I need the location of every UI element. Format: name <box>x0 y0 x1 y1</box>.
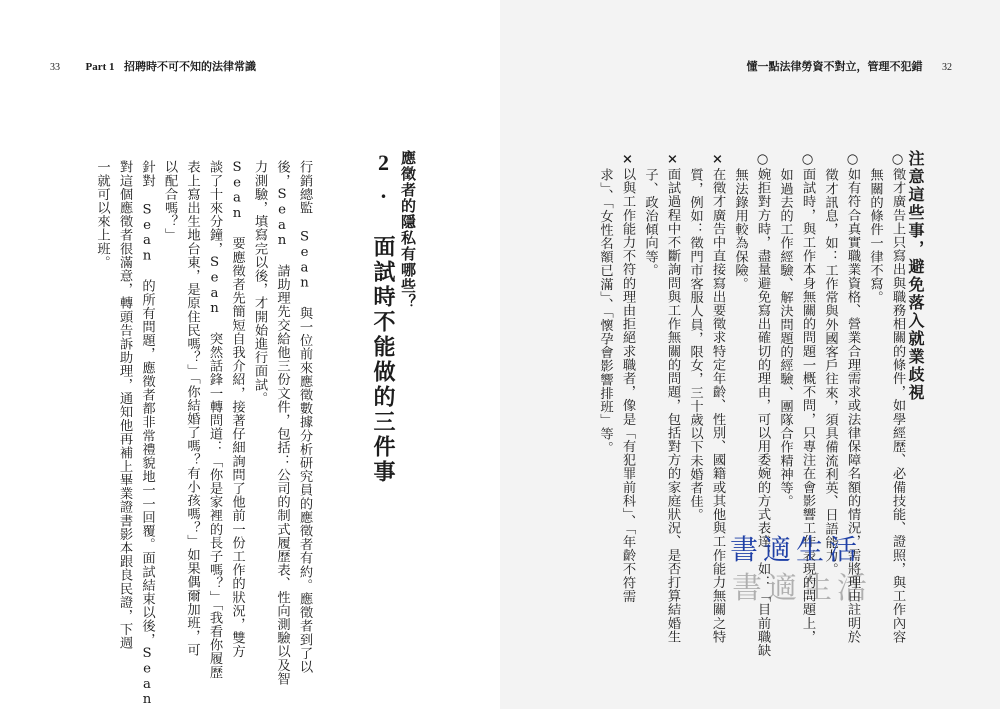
tips-box-title: 注意這些事，避免落入就業歧視 <box>906 150 925 402</box>
section-title-text: 面試時不能做的三件事 <box>370 235 396 485</box>
right-page-header <box>747 58 953 74</box>
left-page-number: 33 <box>50 62 60 73</box>
left-page-header <box>50 58 256 74</box>
left-body-text <box>90 160 315 708</box>
tip-line <box>706 152 729 644</box>
tip-line <box>661 152 684 644</box>
tip-text: 子、政治傾向等。 <box>642 167 658 277</box>
tip-line <box>886 152 909 644</box>
tip-line <box>593 152 616 622</box>
body-line: 以配合嗎？」 <box>162 160 177 242</box>
tip-line <box>863 152 886 622</box>
circle-marker-icon: ○ <box>845 152 860 168</box>
circle-marker-icon: ○ <box>755 152 770 168</box>
cross-marker-icon: × <box>710 152 725 168</box>
section-subheading: 應徵者的隱私有哪些？ <box>399 150 417 310</box>
section-title <box>368 150 399 485</box>
body-line: 談了十來分鐘，Sean 突然話鋒一轉問道：「你是家裡的長子嗎？」「我看你履歷 <box>207 160 222 679</box>
body-line: Sean 要應徵者先簡短自我介紹，接著仔細詢問了他前一份工作的狀況，雙方 <box>229 160 245 659</box>
tip-text: 在徵才廣告中直接寫出要徵求特定年齡、性別、國籍或其他與工作能力無關之特 <box>710 167 725 644</box>
tip-line <box>616 152 639 622</box>
tip-text: 無關的條件一律不寫。 <box>867 167 883 304</box>
body-line: 針對 Sean 的所有問題，應徵者都非常禮貌地一一回覆。面試結束以後，Sean <box>139 160 155 708</box>
tip-text: 無法錄用較為保險。 <box>732 167 748 291</box>
body-line: 力測驗，填寫完以後，才開始進行面試。 <box>252 160 267 405</box>
circle-marker-icon: ○ <box>890 152 905 168</box>
body-line: 行銷總監 Sean 與一位前來應徵數據分析研究員的應徵者有約。應徵者到了以 <box>297 160 312 674</box>
watermark: 書適生活 <box>730 533 863 566</box>
body-line: 一就可以來上班。 <box>94 160 110 269</box>
section-number: 2. <box>371 150 396 206</box>
cross-marker-icon: × <box>665 152 680 168</box>
tip-text: 婉拒對方時，盡量避免寫出確切的理由，可以用委婉的方式表達，如：「目前職缺 <box>755 167 770 657</box>
tip-text: 面試過程中不斷詢問與工作無關的問題，包括對方的家庭狀況、是否打算結婚生 <box>665 167 680 644</box>
tip-line <box>638 152 661 622</box>
tip-text: 如有符合真實職業資格、營業合理需求或法律保障名額的情況，需將理由註明於 <box>845 167 860 644</box>
tip-text: 以與工作能力不符的理由拒絕求職者，像是「有犯罪前科」、「年齡不符需 <box>620 167 635 603</box>
tip-line <box>683 152 706 622</box>
tip-text: 如過去的工作經驗、解決問題的經驗、團隊合作精神等。 <box>777 167 793 508</box>
tip-text: 徵才廣告上只寫出與職務相關的條件，如學經歷、必備技能、證照，與工作內容 <box>890 167 905 644</box>
body-line: 後，Sean 請助理先交給他三份文件，包括：公司的制式履歷表、性向測驗以及智 <box>274 160 290 686</box>
watermark-shadow: 書適生活 <box>732 571 872 606</box>
right-page-number: 32 <box>942 62 952 73</box>
tip-text: 面試時，與工作本身無關的問題一概不問，只專注在會影響工作表現的問題上， <box>800 167 815 644</box>
tip-text: 徵才訊息，如：工作常與外國客戶往來，須具備流利英、日語能力。 <box>822 167 838 576</box>
part-label: Part 1 <box>85 61 115 73</box>
body-line: 對這個應徵者很滿意，轉頭告訴助理，通知他再補上畢業證書影本跟良民證，下週 <box>117 160 132 650</box>
right-running-title: 懂一點法律勞資不對立，管理不犯錯 <box>746 60 923 73</box>
cross-marker-icon: × <box>620 152 635 168</box>
left-running-title: 招聘時不可不知的法律常識 <box>124 60 257 73</box>
body-line: 表上寫出生地台東，是原住民嗎？」「你結婚了嗎？有小孩嗎？」如果偶爾加班，可 <box>184 160 200 657</box>
tip-text: 求」、「女性名額已滿」、「懷孕會影響排班」等。 <box>597 167 613 455</box>
tip-text: 質，例如：徵門市客服人員，限女，三十歲以下未婚者佳。 <box>687 167 703 522</box>
circle-marker-icon: ○ <box>800 152 815 168</box>
